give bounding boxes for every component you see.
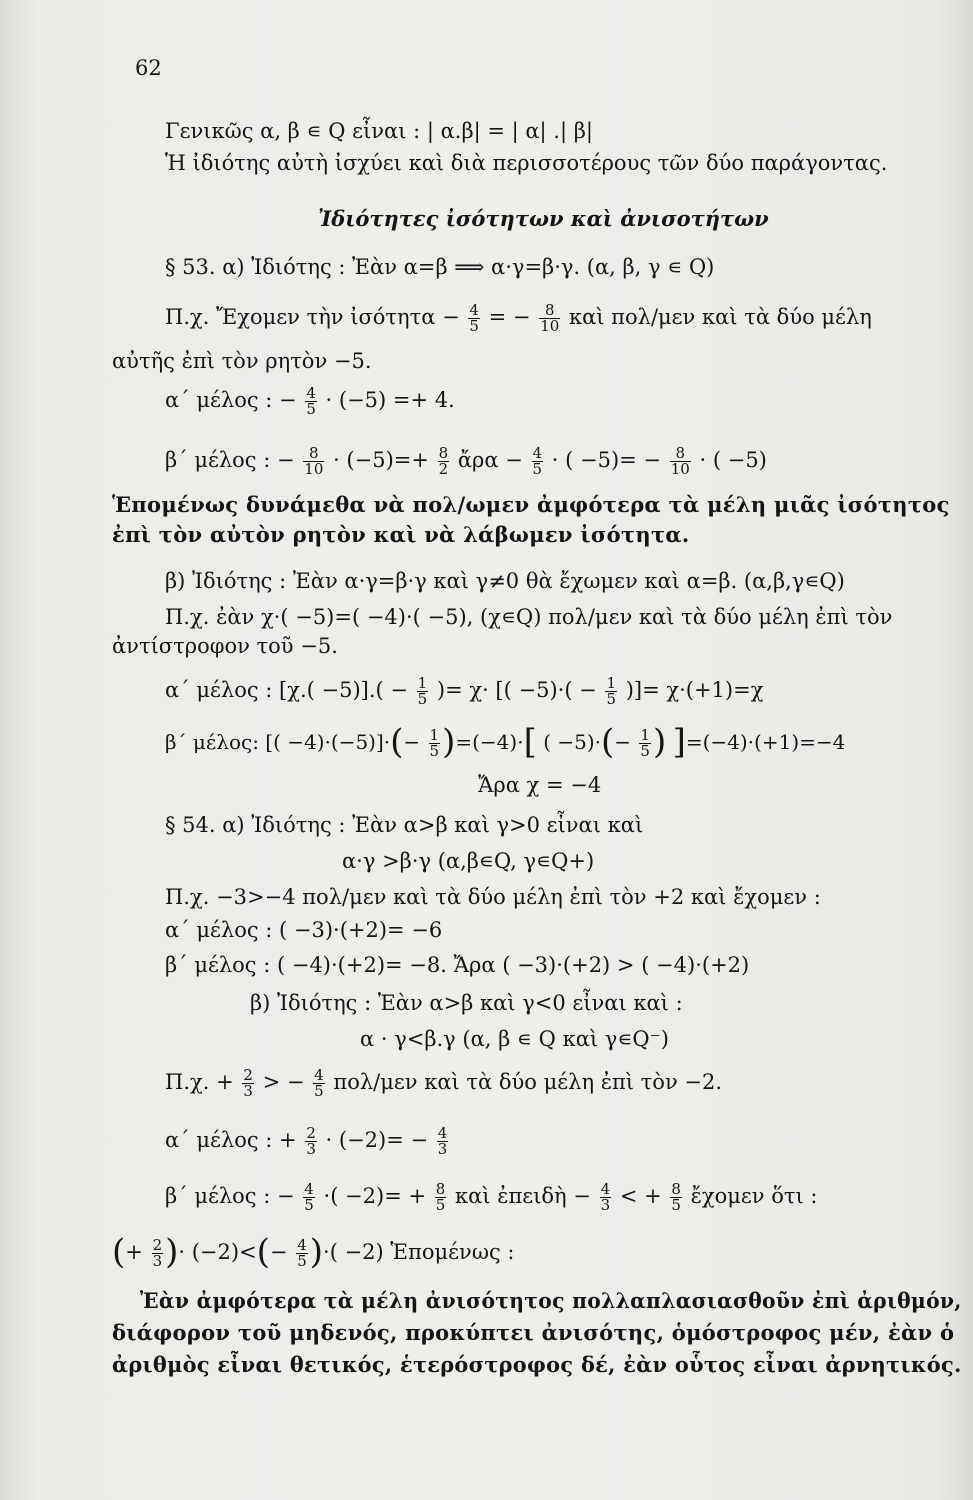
second-member-line: β΄ μέλος: [( −4)·(−5)]·(− $\frac{1}{5}$ )=(−4)·[ ( −5)·(− $\frac{1}{5}$ ) ]=(−4)·(+1)=−4	[165, 722, 846, 762]
fraction: $\frac{8}{10}$	[670, 444, 690, 478]
fraction: $\frac{2}{3}$	[243, 1066, 253, 1100]
section-heading: Ἰδιότητες ἰσότητων καὶ ἀνισοτήτων	[318, 206, 769, 231]
text-segment: πολ/μεν καὶ τὰ δύο μέλη ἐπὶ τὸν −2.	[333, 1070, 723, 1094]
fraction: $\frac{1}{5}$	[640, 726, 650, 760]
first-member-line	[165, 1126, 450, 1157]
text-segment: β΄ μέλος: [( −4)·(−5)]·	[165, 730, 391, 754]
text-segment: Π.χ. Ἔχομεν τὴν ἰσότητα −	[165, 305, 460, 329]
text-segment: < +	[619, 1184, 662, 1208]
fraction: $\frac{4}{5}$	[304, 1180, 314, 1214]
text-segment: > −	[262, 1070, 305, 1094]
text-line: Ἡ ἰδιότης αὐτὴ ἰσχύει καὶ διὰ περισσοτέρους τῶν δύο παράγοντας.	[165, 151, 888, 175]
example-line: Π.χ. −3>−4 πολ/μεν καὶ τὰ δύο μέλη ἐπὶ τὸν +2 καὶ ἔχομεν :	[165, 885, 821, 909]
text-segment: ἔχομεν ὅτι :	[690, 1184, 818, 1208]
first-member-line: α΄ μέλος : ( −3)·(+2)= −6	[165, 918, 443, 942]
rule-statement: ἀριθμὸς εἶναι θετικός, ἑτερόστροφος δέ, ἐὰν οὗτος εἶναι ἀρνητικός.	[112, 1352, 962, 1377]
rule-statement: Ἑπομένως δυνάμεθα νὰ πολ/ωμεν ἀμφότερα τὰ μέλη μιᾶς ἰσότητος	[112, 492, 950, 517]
text-segment: ἄρα −	[457, 448, 523, 472]
text-segment: β΄ μέλος : −	[165, 448, 295, 472]
second-member-line	[165, 1182, 817, 1213]
conclusion-line: (+ $\frac{2}{3}$ )· (−2)<(− $\frac{4}{5}$ )·( −2) Ἑπομένως :	[112, 1232, 515, 1272]
fraction: $\frac{4}{5}$	[297, 1236, 307, 1270]
text-segment: · ( −5)= −	[551, 448, 662, 472]
fraction: $\frac{4}{5}$	[469, 301, 479, 335]
fraction: $\frac{2}{3}$	[152, 1236, 163, 1270]
text-segment: ·( −2)= +	[323, 1184, 427, 1208]
first-member-line	[165, 386, 455, 417]
text-segment: )]= χ·(+1)=χ	[625, 678, 764, 702]
property-line: α·γ >β·γ (α,β∊Q, γ∊Q+)	[342, 849, 595, 873]
text-segment: · (−5) =+ 4.	[325, 388, 455, 412]
text-segment: β΄ μέλος : −	[165, 1184, 295, 1208]
text-segment: καὶ ἐπειδὴ −	[455, 1184, 591, 1208]
text-line: αὐτῆς ἐπὶ τὸν ρητὸν −5.	[112, 349, 372, 373]
example-line: Π.χ. ἐὰν χ·( −5)=( −4)·( −5), (χ∊Q) πολ/μεν καὶ τὰ δύο μέλη ἐπὶ τὸν	[165, 605, 893, 629]
fraction: $\frac{2}{3}$	[306, 1124, 316, 1158]
first-member-line	[165, 676, 763, 707]
fraction: $\frac{8}{2}$	[438, 444, 449, 478]
property-line: α · γ<β.γ (α, β ∊ Q καὶ γ∊Q⁻)	[360, 1027, 669, 1051]
text-line: ἀντίστροφον τοῦ −5.	[112, 634, 338, 658]
fraction: $\frac{1}{5}$	[429, 726, 440, 760]
text-segment: α΄ μέλος : +	[165, 1128, 297, 1152]
property-b: β) Ἰδιότης : Ἐὰν α>β καὶ γ<0 εἶναι καὶ :	[250, 991, 683, 1015]
fraction: $\frac{4}{3}$	[437, 1124, 448, 1158]
rule-statement: Ἐὰν ἀμφότερα τὰ μέλη ἀνισότητος πολλαπλασιασθοῦν ἐπὶ ἀριθμόν,	[140, 1288, 962, 1313]
text-segment: · (−2)= −	[325, 1128, 429, 1152]
fraction: $\frac{4}{5}$	[532, 444, 543, 478]
fraction: $\frac{4}{3}$	[600, 1180, 611, 1214]
fraction: $\frac{4}{5}$	[314, 1066, 324, 1100]
fraction: $\frac{8}{5}$	[435, 1180, 446, 1214]
text-segment: α΄ μέλος : [χ.( −5)].( −	[165, 678, 408, 702]
page-number: 62	[135, 56, 162, 80]
text-segment: =(−4)·(+1)=−4	[685, 730, 846, 754]
text-segment: )= χ· [( −5)·( −	[436, 678, 597, 702]
text-segment: Π.χ. +	[165, 1070, 234, 1094]
second-member-line	[165, 446, 767, 477]
text-segment: · (−5)=+	[333, 448, 429, 472]
text-segment: =(−4)·	[455, 730, 524, 754]
fraction: $\frac{8}{10}$	[540, 301, 560, 335]
text-segment: · (−2)<	[178, 1240, 257, 1264]
fraction: $\frac{1}{5}$	[417, 674, 428, 708]
fraction: $\frac{8}{5}$	[671, 1180, 681, 1214]
property-b: β) Ἰδιότης : Ἐὰν α·γ=β·γ καὶ γ≠0 θὰ ἔχωμεν καὶ α=β. (α,β,γ∊Q)	[165, 569, 845, 593]
result-line: Ἄρα χ = −4	[478, 773, 602, 797]
text-segment: ·( −2) Ἑπομένως :	[323, 1240, 515, 1264]
section-53-a: § 53. α) Ἰδιότης : Ἐὰν α=β ⟹ α·γ=β·γ. (α, β, γ ∊ Q)	[165, 255, 715, 279]
fraction: $\frac{8}{10}$	[304, 444, 324, 478]
example-line	[165, 1068, 722, 1099]
rule-statement: διάφορον τοῦ μηδενός, προκύπτει ἀνισότης, ὁμόστροφος μέν, ἐὰν ὁ	[112, 1320, 955, 1345]
fraction: $\frac{1}{5}$	[606, 674, 617, 708]
example-line	[165, 303, 872, 334]
fraction: $\frac{4}{5}$	[306, 384, 316, 418]
text-segment: καὶ πολ/μεν καὶ τὰ δύο μέλη	[568, 305, 872, 329]
text-segment: α΄ μέλος : −	[165, 388, 297, 412]
text-segment: · ( −5)	[699, 448, 767, 472]
general-statement: Γενικῶς α, β ∊ Q εἶναι : | α.β| = | α| .| β|	[165, 119, 593, 143]
section-54-a: § 54. α) Ἰδιότης : Ἐὰν α>β καὶ γ>0 εἶναι καὶ	[165, 813, 644, 837]
text-segment: = −	[488, 305, 531, 329]
second-member-line: β΄ μέλος : ( −4)·(+2)= −8. Ἄρα ( −3)·(+2) > ( −4)·(+2)	[165, 953, 750, 977]
rule-statement: ἐπὶ τὸν αὐτὸν ρητὸν καὶ νὰ λάβωμεν ἰσότητα.	[112, 522, 690, 547]
